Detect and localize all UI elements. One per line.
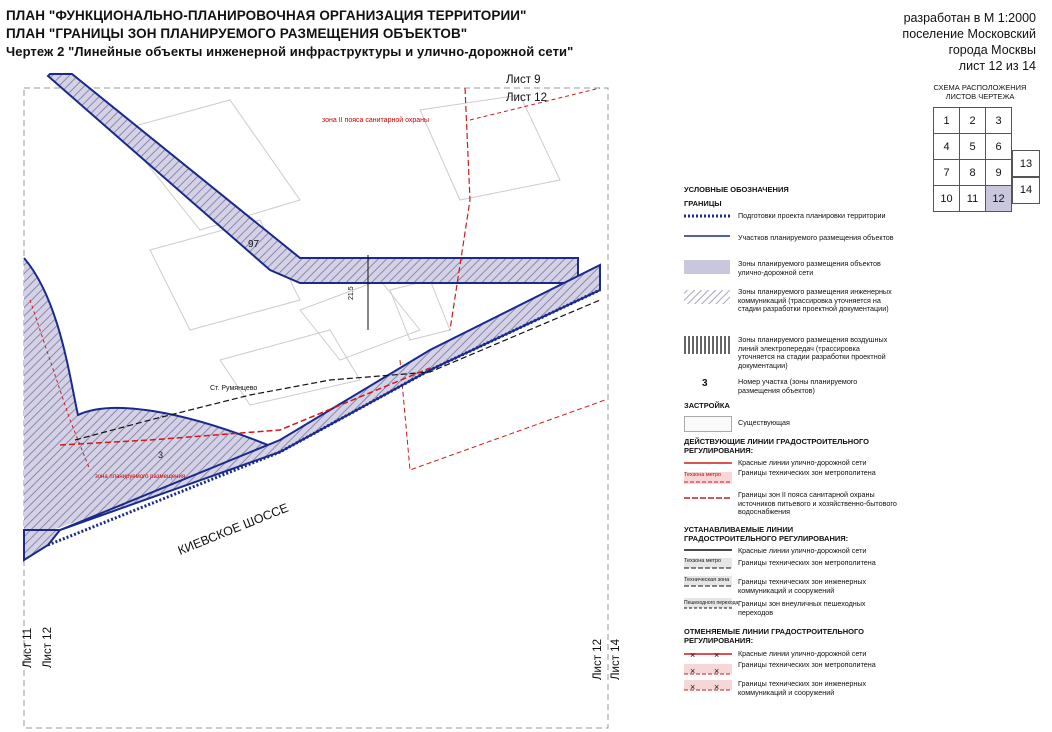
scheme-title: СХЕМА РАСПОЛОЖЕНИЯ ЛИСТОВ ЧЕРТЕЖА	[933, 83, 1027, 101]
plot-97-label: 97	[248, 239, 260, 250]
legend-building-item: Существующая	[738, 418, 790, 427]
legend-active-2: Границы технических зон метрополитена	[738, 468, 876, 477]
legend-cancel-2: Границы технических зон метрополитена	[738, 660, 876, 669]
svg-text:×: ×	[714, 682, 720, 692]
zone-line-3	[400, 360, 605, 470]
scale-line-3: города Москвы	[948, 43, 1036, 57]
sanitary-zone-line	[450, 88, 470, 330]
scheme-cell-10: 10	[933, 185, 960, 212]
legend-new-1: Красные линии улично-дорожной сети	[738, 546, 867, 555]
legend-border-3: Зоны планируемого размещения объектов улично-дорожной сети	[738, 259, 881, 277]
legend-plot-text: Номер участка (зоны планируемого размещения объектов)	[738, 377, 858, 395]
legend-building-head: ЗАСТРОЙКА	[684, 401, 730, 410]
scale-line-2: поселение Московский	[902, 27, 1036, 41]
legend-active-3: Границы зон II пояса санитарной охраны источников питьевого и хозяйственно-бытового водоснабжения	[738, 490, 897, 517]
scale-line-1: разработан в М 1:2000	[903, 11, 1036, 25]
scheme-cell-1: 1	[933, 107, 960, 134]
scheme-cell-4: 4	[933, 133, 960, 160]
title-line-2: ПЛАН "ГРАНИЦЫ ЗОН ПЛАНИРУЕМОГО РАЗМЕЩЕНИЯ ОБЪЕКТОВ"	[6, 26, 468, 41]
legend-border-4: Зоны планируемого размещения инженерных коммуникаций (трассировка уточняется на стадии разработки проектной документации)	[738, 287, 892, 314]
zone-red-label: зона планируемого размещения	[95, 474, 186, 480]
legend-border-5: Зоны планируемого размещения воздушных линий электропередач (трассировка уточняется на стадии разработки проектной документации)	[738, 335, 888, 370]
svg-text:×: ×	[690, 666, 696, 676]
highway-label: КИЕВСКОЕ ШОССЕ	[175, 500, 291, 558]
scheme-cell-8: 8	[959, 159, 986, 186]
svg-text:×: ×	[714, 650, 720, 660]
scheme-cell-7: 7	[933, 159, 960, 186]
station-label: Ст. Румянцево	[210, 385, 258, 392]
legend-cancel-3: Границы технических зон инженерных коммуникаций и сооружений	[738, 679, 867, 697]
svg-text:×: ×	[690, 650, 696, 660]
legend-plot-symbol: 3	[702, 378, 708, 389]
scheme-cell-9: 9	[985, 159, 1012, 186]
plot-3-label: 3	[158, 450, 164, 460]
scheme-cell-3: 3	[985, 107, 1012, 134]
title-line-1: ПЛАН "ФУНКЦИОНАЛЬНО-ПЛАНИРОВОЧНАЯ ОРГАНИЗАЦИЯ ТЕРРИТОРИИ"	[6, 8, 527, 23]
legend-symbols-cancel	[684, 648, 736, 696]
sheet-left-b: Лист 12	[42, 627, 54, 668]
sheet-right-a: Лист 12	[592, 639, 604, 680]
legend-borders-head: ГРАНИЦЫ	[684, 199, 722, 208]
svg-text:×: ×	[714, 666, 720, 676]
sheet-top-a: Лист 9	[506, 74, 541, 86]
scale-line-4: лист 12 из 14	[958, 59, 1036, 73]
legend-building-symbol	[684, 416, 732, 432]
dimension-label: 21.5	[348, 286, 355, 300]
legend-new-head: УСТАНАВЛИВАЕМЫЕ ЛИНИИ ГРАДОСТРОИТЕЛЬНОГО РЕГУЛИРОВАНИЯ:	[684, 525, 849, 543]
legend-new-4: Границы зон внеуличных пешеходных переходов	[738, 599, 866, 617]
legend-tech-sample: Техническая зона	[684, 577, 730, 583]
legend-active-1: Красные линии улично-дорожной сети	[738, 458, 867, 467]
legend-cancel-1: Красные линии улично-дорожной сети	[738, 649, 867, 658]
scheme-cell-14: 14	[1012, 176, 1040, 204]
legend-border-2: Участков планируемого размещения объектов	[738, 233, 894, 242]
sheet-top-b: Лист 12	[506, 92, 547, 104]
scheme-cell-13: 13	[1012, 150, 1040, 178]
legend-title: УСЛОВНЫЕ ОБОЗНАЧЕНИЯ	[684, 185, 789, 194]
sheet-right-b: Лист 14	[610, 639, 622, 680]
scheme-cell-11: 11	[959, 185, 986, 212]
road-zone-diagonal	[48, 74, 578, 283]
legend-cancel-head: ОТМЕНЯЕМЫЕ ЛИНИИ ГРАДОСТРОИТЕЛЬНОГО РЕГУЛИРОВАНИЯ:	[684, 627, 864, 645]
legend-symbols-borders	[684, 208, 734, 368]
legend-new-metro-sample: Техзона метро	[684, 558, 722, 564]
title-line-3: Чертеж 2 "Линейные объекты инженерной инфраструктуры и улично-дорожной сети"	[6, 44, 574, 59]
sanitary-zone-label: зона II пояса санитарной охраны	[322, 117, 430, 124]
legend-ped-sample: Пешеходного перехода	[684, 600, 739, 606]
scheme-cell-12: 12	[985, 185, 1012, 212]
legend-new-2: Границы технических зон метрополитена	[738, 558, 876, 567]
scheme-cell-5: 5	[959, 133, 986, 160]
existing-buildings	[120, 95, 560, 405]
sheet-left-a: Лист 11	[22, 627, 34, 668]
svg-text:×: ×	[690, 682, 696, 692]
legend-new-3: Границы технических зон инженерных коммуникаций и сооружений	[738, 577, 867, 595]
scheme-cell-6: 6	[985, 133, 1012, 160]
scheme-cell-2: 2	[959, 107, 986, 134]
legend-symbols-active	[684, 458, 736, 510]
legend-active-head: ДЕЙСТВУЮЩИЕ ЛИНИИ ГРАДОСТРОИТЕЛЬНОГО РЕГУЛИРОВАНИЯ:	[684, 437, 870, 455]
legend-border-1: Подготовки проекта планировки территории	[738, 211, 886, 220]
legend-metro-sample: Техзона метро	[684, 472, 722, 478]
